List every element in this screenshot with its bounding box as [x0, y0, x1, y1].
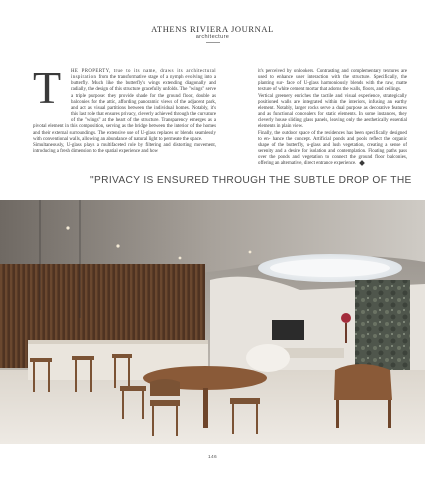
- body-line: Simultaneously, U-glass plays a multifaceted role by filtering and distorting: [33, 142, 195, 148]
- body-line: for the attic, affording panoramic views of the adjacent park, and act: [71, 99, 216, 111]
- body-line: purpose: they provide shade for the ground floor, double as balconies: [71, 93, 216, 105]
- body-line: are integrated within the interiors, infusing an earthy element. Notably, larger: [258, 99, 407, 111]
- body-line: it's perceived by onlookers. Contrasting and complementary textures are used: [258, 69, 407, 81]
- body-line: the homes and their external surroundings. The extensive use of U-glass replaces or: [33, 124, 216, 136]
- article-column-right: [258, 69, 407, 168]
- masthead: [0, 24, 425, 41]
- section-label: architecture: [195, 34, 230, 40]
- body-line: for static elements. In some instances, they cleverly house sliding glass panels,: [258, 112, 407, 124]
- page-number: 146: [208, 455, 217, 460]
- body-line: design of this structure gracefully unfolds. The "wings" serve a triple: [71, 87, 216, 99]
- body-line: isolation and contemplation. Floating paths pass over the ponds and vegetation: [258, 149, 407, 161]
- body-line: HE PROPERTY, true to its name, draws its architectural inspiration: [71, 69, 216, 81]
- body-line: experience.: [333, 161, 358, 167]
- body-line: rocks serve a dual purpose as decorative features and as functional concealers: [258, 105, 407, 118]
- interior-photo: [0, 200, 425, 444]
- body-line: mortar that adorns the walls, floors, and ceilings.: [305, 87, 402, 93]
- body-line: movement, introducing a fresh dimension to the spatial experience and how: [33, 142, 216, 155]
- body-line: Finally, the outdoor space of the residences has been specifically designed to en-: [258, 130, 407, 142]
- body-line: hance the concept. Artificial ponds and pools reflect the organic shape of the: [258, 136, 407, 148]
- body-line: to permeate the space.: [158, 136, 203, 142]
- body-line: Vertical greenery enriches the tactile and visual experience, strategically positioned walls: [258, 93, 407, 105]
- body-line: blends seamlessly with conventional walls, allowing an abundance of natural light: [33, 130, 216, 142]
- body-line: last role that ensures privacy, cleverly achieved through the curvature: [79, 112, 216, 118]
- end-mark-icon: [359, 161, 365, 167]
- body-line: Much like the butterfly's wings extending diagonally and radially, the: [71, 81, 217, 93]
- pull-quote: "PRIVACY IS ENSURED THROUGH THE SUBTLE DROP OF THE: [90, 175, 412, 186]
- drop-cap: T: [33, 62, 62, 113]
- body-line: face of U-glass harmoniously blends with the raw, matte texture of white cement: [258, 81, 407, 93]
- magazine-title: ATHENS RIVIERA JOURNAL: [151, 24, 274, 34]
- body-line: butterfly, u-glass and lush vegetation, creating a sense of serenity and a desire for: [258, 142, 407, 155]
- body-line: a pivotal element in this composition, serving as the bridge between the interior of: [33, 118, 216, 130]
- body-line: to enhance user interaction with the structure. Specifically, the planting sur-: [258, 75, 408, 87]
- body-line: to connect the ground floor balconies, offering an alternative, direct entrance: [258, 155, 407, 167]
- body-line: of the "wings" at the heart of the structure. Transparency emerges as: [71, 118, 214, 124]
- body-line: from the transformative stage of a nymph evolving into a butterfly.: [71, 75, 216, 87]
- body-line: as visual partitions between the individual homes. Notably, it's this: [71, 105, 216, 118]
- header-divider: [206, 42, 220, 43]
- body-line: leaving only the aesthetically essential elements in plain view.: [258, 118, 407, 130]
- article-column-left: [33, 62, 217, 155]
